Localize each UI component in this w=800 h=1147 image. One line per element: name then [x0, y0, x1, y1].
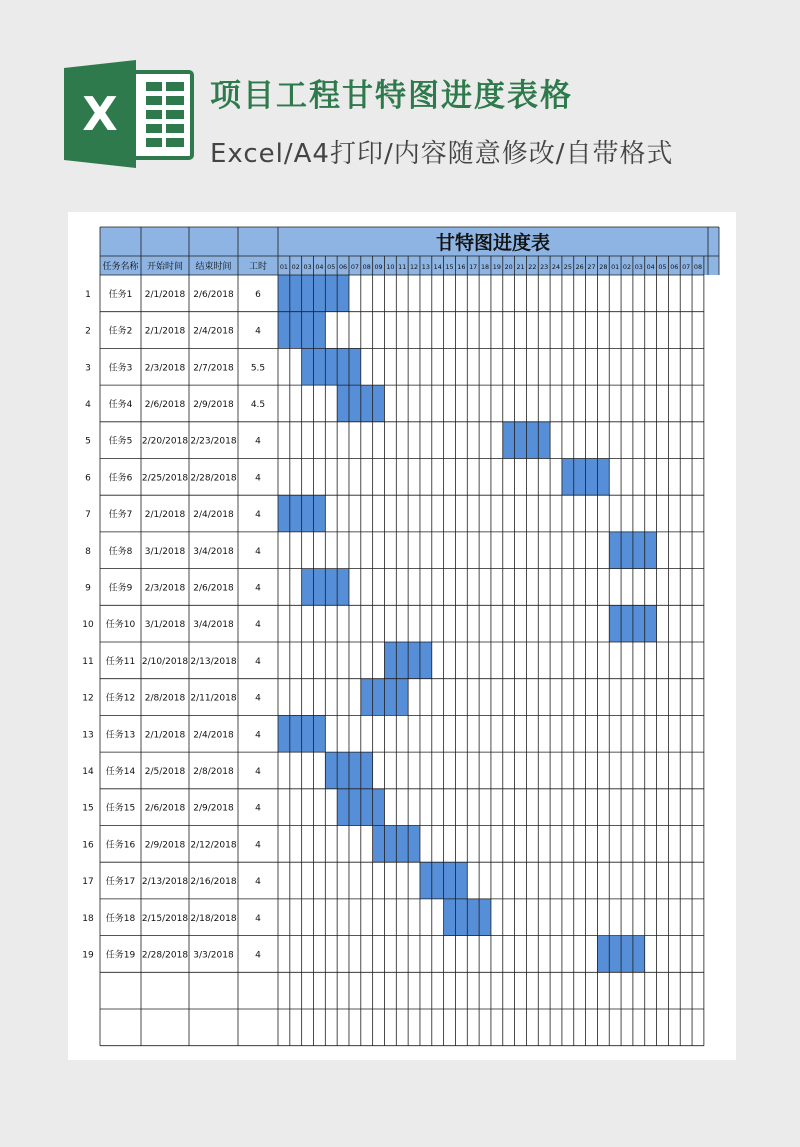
day-label: 19	[492, 263, 501, 271]
task-end: 2/8/2018	[193, 766, 234, 777]
row-number: 3	[85, 363, 91, 374]
day-label: 06	[338, 263, 348, 271]
table-title: 甘特图进度表	[435, 232, 551, 254]
task-end: 2/4/2018	[193, 730, 234, 741]
day-label: 03	[634, 263, 643, 271]
task-end: 2/28/2018	[190, 473, 237, 484]
day-label: 13	[421, 263, 430, 271]
day-label: 21	[516, 263, 525, 271]
task-end: 2/7/2018	[193, 363, 234, 374]
task-end: 2/9/2018	[193, 803, 234, 814]
day-label: 04	[315, 263, 324, 271]
task-end: 3/4/2018	[193, 620, 234, 631]
day-label: 14	[433, 263, 442, 271]
day-label: 22	[528, 263, 537, 271]
task-hours: 4	[255, 583, 261, 594]
day-label: 15	[445, 263, 454, 271]
day-label: 01	[279, 263, 288, 271]
task-start: 3/1/2018	[144, 546, 186, 557]
gantt-table	[68, 212, 736, 1060]
row-number: 8	[85, 546, 91, 557]
column-header: 开始时间	[146, 262, 184, 272]
day-label: 09	[374, 263, 383, 271]
task-name: 任务1	[108, 289, 133, 300]
task-hours: 4	[255, 803, 261, 814]
day-label: 08	[362, 263, 371, 271]
task-hours: 4	[255, 693, 261, 704]
row-number: 10	[82, 620, 94, 631]
task-name: 任务10	[105, 620, 136, 631]
row-number: 15	[82, 803, 94, 814]
task-end: 2/11/2018	[190, 693, 237, 704]
gantt-sheet	[68, 212, 736, 1060]
task-name: 任务14	[105, 766, 136, 777]
day-label: 10	[386, 263, 395, 271]
task-end: 2/6/2018	[193, 583, 234, 594]
day-label: 20	[504, 263, 513, 271]
row-number: 1	[85, 289, 91, 300]
row-number: 5	[85, 436, 91, 447]
task-name: 任务8	[108, 546, 133, 557]
task-name: 任务13	[105, 730, 136, 741]
day-label: 02	[291, 263, 300, 271]
day-label: 04	[646, 263, 655, 271]
row-number: 13	[82, 730, 94, 741]
task-hours: 4	[255, 840, 261, 851]
day-label: 24	[551, 263, 561, 271]
day-label: 25	[563, 263, 572, 271]
day-label: 11	[398, 263, 407, 271]
task-start: 2/1/2018	[144, 730, 186, 741]
task-name: 任务4	[108, 399, 133, 410]
task-end: 3/3/2018	[193, 950, 234, 961]
task-name: 任务19	[105, 950, 136, 961]
task-hours: 4	[255, 950, 261, 961]
task-start: 2/13/2018	[141, 877, 189, 888]
gantt-bar	[302, 348, 361, 385]
task-start: 2/3/2018	[144, 583, 186, 594]
day-label: 08	[693, 263, 703, 271]
row-number: 12	[82, 693, 94, 704]
task-start: 2/1/2018	[144, 510, 186, 521]
task-end: 2/4/2018	[193, 326, 234, 337]
page-title: 项目工程甘特图进度表格	[210, 78, 573, 114]
logo-letter: X	[82, 87, 118, 141]
task-hours: 4	[255, 730, 261, 741]
row-number: 16	[82, 840, 94, 851]
day-label: 26	[575, 263, 584, 271]
task-hours: 4.5	[250, 399, 266, 410]
day-label: 18	[480, 263, 490, 271]
row-number: 19	[82, 950, 94, 961]
column-header: 工时	[248, 262, 268, 272]
task-hours: 4	[255, 326, 261, 337]
task-hours: 4	[255, 436, 261, 447]
task-name: 任务6	[108, 473, 133, 484]
row-number: 17	[82, 877, 94, 888]
row-number: 2	[85, 326, 91, 337]
task-start: 2/28/2018	[141, 950, 189, 961]
task-name: 任务5	[108, 436, 133, 447]
column-header: 任务名称	[102, 262, 139, 272]
row-number: 9	[85, 583, 91, 594]
day-label: 05	[658, 263, 667, 271]
day-label: 23	[540, 263, 549, 271]
task-end: 2/12/2018	[190, 840, 237, 851]
day-label: 17	[469, 263, 478, 271]
task-hours: 4	[255, 913, 261, 924]
task-name: 任务16	[105, 840, 136, 851]
task-hours: 5.5	[250, 363, 266, 374]
day-label: 03	[303, 263, 312, 271]
day-label: 01	[611, 263, 620, 271]
task-hours: 4	[255, 620, 261, 631]
task-name: 任务9	[108, 583, 133, 594]
task-start: 2/5/2018	[144, 766, 186, 777]
row-number: 6	[85, 473, 91, 484]
day-label: 12	[409, 263, 419, 271]
page-subtitle: Excel/A4打印/内容随意修改/自带格式	[210, 139, 674, 169]
task-end: 2/9/2018	[193, 399, 234, 410]
day-label: 02	[622, 263, 632, 271]
day-label: 07	[682, 263, 691, 271]
task-end: 2/16/2018	[190, 877, 237, 888]
task-name: 任务18	[105, 913, 136, 924]
day-label: 06	[670, 263, 679, 271]
task-start: 3/1/2018	[144, 620, 186, 631]
task-end: 2/4/2018	[193, 510, 234, 521]
row-number: 14	[82, 766, 94, 777]
task-hours: 4	[255, 510, 261, 521]
task-start: 2/20/2018	[141, 436, 189, 447]
task-start: 2/8/2018	[144, 693, 186, 704]
day-label: 27	[587, 263, 596, 271]
task-end: 3/4/2018	[193, 546, 234, 557]
task-start: 2/3/2018	[144, 363, 186, 374]
task-start: 2/6/2018	[144, 803, 186, 814]
task-hours: 4	[255, 656, 261, 667]
row-number: 7	[85, 510, 91, 521]
task-name: 任务12	[105, 693, 136, 704]
task-start: 2/1/2018	[144, 326, 186, 337]
column-header: 结束时间	[195, 262, 232, 272]
day-label: 28	[599, 263, 608, 271]
task-start: 2/1/2018	[144, 289, 186, 300]
task-hours: 4	[255, 766, 261, 777]
task-start: 2/9/2018	[144, 840, 186, 851]
task-end: 2/6/2018	[193, 289, 234, 300]
task-name: 任务3	[108, 363, 133, 374]
task-end: 2/23/2018	[190, 436, 237, 447]
task-name: 任务17	[105, 877, 136, 888]
task-end: 2/18/2018	[190, 913, 237, 924]
task-name: 任务15	[105, 803, 136, 814]
row-number: 4	[85, 399, 91, 410]
task-name: 任务7	[108, 510, 133, 521]
day-label: 07	[350, 263, 359, 271]
task-hours: 4	[255, 877, 261, 888]
row-number: 18	[82, 913, 94, 924]
task-start: 2/15/2018	[141, 913, 189, 924]
task-start: 2/6/2018	[144, 399, 186, 410]
task-end: 2/13/2018	[190, 656, 237, 667]
task-name: 任务2	[108, 326, 133, 337]
task-start: 2/10/2018	[141, 656, 189, 667]
task-hours: 4	[255, 546, 261, 557]
row-number: 11	[82, 656, 94, 667]
task-hours: 4	[255, 473, 261, 484]
day-label: 05	[327, 263, 336, 271]
excel-logo-icon	[64, 60, 196, 168]
task-hours: 6	[255, 289, 261, 300]
day-label: 16	[457, 263, 466, 271]
task-start: 2/25/2018	[141, 473, 189, 484]
task-name: 任务11	[105, 656, 136, 667]
